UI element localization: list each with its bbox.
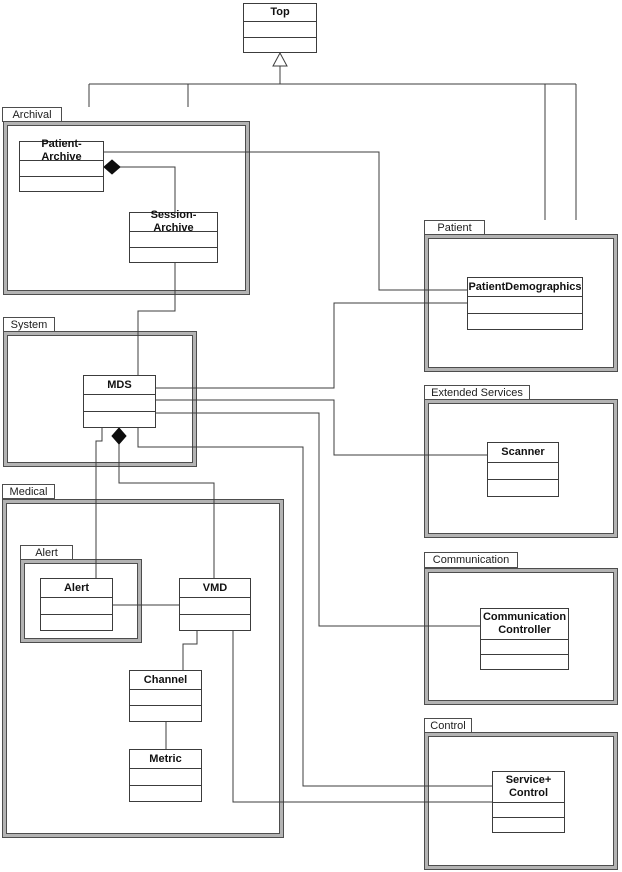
class-vmd[interactable] [179,578,251,631]
class-communication-controller-attributes [481,639,568,654]
package-alert-label: Alert [35,546,58,559]
package-alert-tab[interactable] [20,545,73,560]
package-archival-label: Archival [12,108,52,121]
class-metric[interactable] [129,749,202,802]
package-communication-label: Communication [432,554,510,566]
class-channel-attributes [130,689,201,705]
class-session-archive-operations [130,247,217,263]
class-scanner-operations [488,479,558,496]
class-mds-attributes [84,394,155,411]
edge-mds-to-patient-demographics [156,303,467,388]
class-communication-controller[interactable] [480,608,569,670]
class-service-control-title: Service+ Control [505,774,552,799]
class-patient-demographics-operations [468,313,582,330]
class-alert-title: Alert [63,581,90,594]
class-top[interactable] [243,3,317,53]
class-patient-demographics[interactable] [467,277,583,330]
class-channel[interactable] [129,670,202,722]
class-session-archive[interactable] [129,209,218,263]
class-service-control-operations [493,817,564,832]
class-alert[interactable] [40,578,113,631]
class-patient-demographics-attributes [468,296,582,313]
package-system-label: System [10,318,48,331]
class-patient-archive-attributes [20,160,103,176]
package-medical-label: Medical [9,485,48,498]
class-patient-demographics-title: PatientDemographics [468,280,582,293]
class-vmd-attributes [180,597,250,614]
class-scanner-title: Scanner [501,446,545,458]
package-system-tab[interactable] [3,317,55,332]
class-mds[interactable] [83,375,156,428]
generalization-triangle-icon [273,53,287,66]
class-metric-operations [130,785,201,802]
class-alert-operations [41,614,112,631]
class-service-control-attributes [493,802,564,817]
class-session-archive-attributes [130,231,217,247]
class-top-title: Top [270,6,290,18]
class-patient-archive-title: Patient-Archive [41,138,82,163]
package-patient-label: Patient [437,221,472,234]
package-extended-services-label: Extended Services [431,386,523,399]
class-scanner[interactable] [487,442,559,497]
package-archival-tab[interactable] [2,107,62,122]
package-extended-services-tab[interactable] [424,385,530,400]
package-communication-tab[interactable] [424,552,518,568]
class-channel-title: Channel [143,673,188,686]
class-patient-archive[interactable] [19,138,104,192]
class-metric-title: Metric [149,752,182,765]
class-communication-controller-operations [481,654,568,669]
class-service-control[interactable] [492,771,565,833]
package-patient-tab[interactable] [424,220,485,235]
class-mds-operations [84,411,155,428]
class-patient-archive-operations [20,176,103,192]
class-scanner-attributes [488,462,558,479]
class-vmd-operations [180,614,250,631]
class-communication-controller-title: Communication Controller [482,611,567,636]
class-alert-attributes [41,597,112,614]
package-control-tab[interactable] [424,718,472,733]
class-session-archive-title: Session-Archive [150,209,197,234]
class-top-operations [244,37,316,53]
class-channel-operations [130,705,201,721]
class-vmd-title: VMD [202,581,228,594]
package-control-label: Control [430,719,466,732]
package-medical-tab[interactable] [2,484,55,499]
class-top-attributes [244,21,316,37]
class-mds-title: MDS [107,378,132,391]
class-metric-attributes [130,768,201,785]
